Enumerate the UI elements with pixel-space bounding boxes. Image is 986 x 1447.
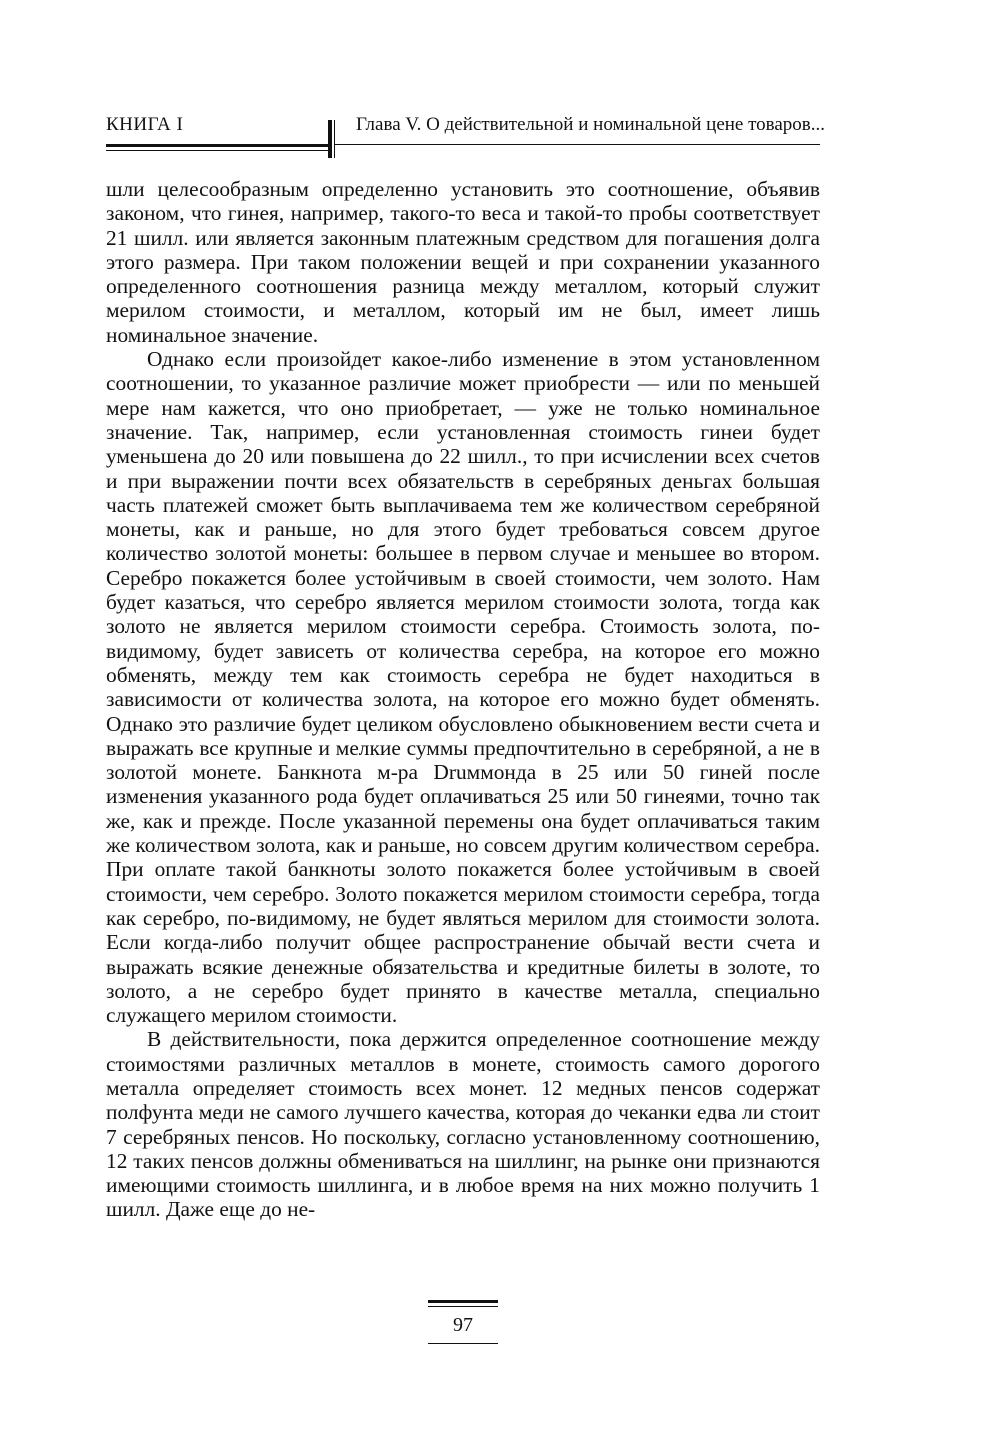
running-head: [106, 110, 826, 160]
paragraph-3: В действительности, пока держится определенное соотношение между стоимостями различных металлов в монете, стоимость самого дорогого металла определяет стоимость всех монет. 12 медных пенсов содержат полфунта меди не самого лучшего качества, которая до чеканки едва ли стоит 7 серебряных пенсов. Но поскольку, согласно установленному соотношению, 12 таких пенсов должны обмениваться на шиллинг, на рынке они признаются имеющими стоимость шиллинга, и в любое время на них можно получить 1 шилл. Даже еще до не-: [106, 1027, 820, 1222]
page-number: 97: [453, 1314, 473, 1336]
running-head-rule: [106, 144, 328, 147]
running-head-divider-thin: [334, 120, 335, 158]
page-number-rule-bottom: [428, 1343, 498, 1344]
running-head-divider: [328, 120, 332, 158]
running-head-rule-thin: [106, 150, 328, 151]
page-number-block: [428, 1300, 498, 1344]
paragraph-1: шли целесообразным определенно установить это соотношение, объявив законом, что гинея, например, такого-то веса и такой-то пробы соответствует 21 шилл. или является законным платежным средством для погашения долга этого размера. При таком положении вещей и при сохранении указанного определенного соотношения разница между металлом, который служит мерилом стоимости, и металлом, который им не был, имеет лишь номинальное значение.: [106, 177, 820, 347]
page-number-rule-top: [428, 1300, 498, 1303]
paragraph-2: Однако если произойдет какое-либо изменение в этом установленном соотношении, то указанное различие может приобрести — или по меньшей мере нам кажется, что оно приобретает, — уже не только номинальное значение. Так, например, если установленная стоимость гинеи будет уменьшена до 20 или повышена до 22 шилл., то при исчислении всех счетов и при выражении почти всех обязательств в серебряных деньгах большая часть платежей сможет быть выплачиваема тем же количеством серебряной монеты, как и раньше, но для этого будет требоваться совсем другое количество золотой монеты: большее в первом случае и меньшее во втором. Серебро покажется более устойчивым в своей стоимости, чем золото. Нам будет казаться, что серебро является мерилом стоимости золота, тогда как золото не является мерилом стоимости серебра. Стоимость золота, по-видимому, будет зависеть от количества серебра, на которое его можно обменять, между тем как стоимость серебра не будет находиться в зависимости от количества золота, на которое его можно будет обменять. Однако это различие будет целиком обусловлено обыкновением вести счета и выражать все крупные и мелкие суммы предпочтительно в серебряной, а не в золотой монете. Банкнота м-ра Druммонда в 25 или 50 гиней после изменения указанного рода будет оплачиваться 25 или 50 гинеями, точно так же, как и прежде. После указанной перемены она будет оплачиваться таким же количеством золота, как и раньше, но совсем другим количеством серебра. При оплате такой банкноты золото покажется более устойчивым в своей стоимости, чем серебро. Золото покажется мерилом стоимости серебра, тогда как серебро, по-видимому, не будет являться мерилом для стоимости золота. Если когда-либо получит общее распространение обычай вести счета и выражать всякие денежные обязательства и кредитные билеты в золоте, то золото, а не серебро будет принято в качестве металла, специально служащего мерилом стоимости.: [106, 347, 820, 1028]
page-number-rule-top-thin: [428, 1306, 498, 1307]
body-text: [106, 177, 820, 1222]
running-head-book: КНИГА I: [106, 114, 184, 135]
running-head-chapter-rule: [335, 144, 820, 145]
running-head-chapter: Глава V. О действительной и номинальной цене товаров...: [356, 114, 826, 135]
